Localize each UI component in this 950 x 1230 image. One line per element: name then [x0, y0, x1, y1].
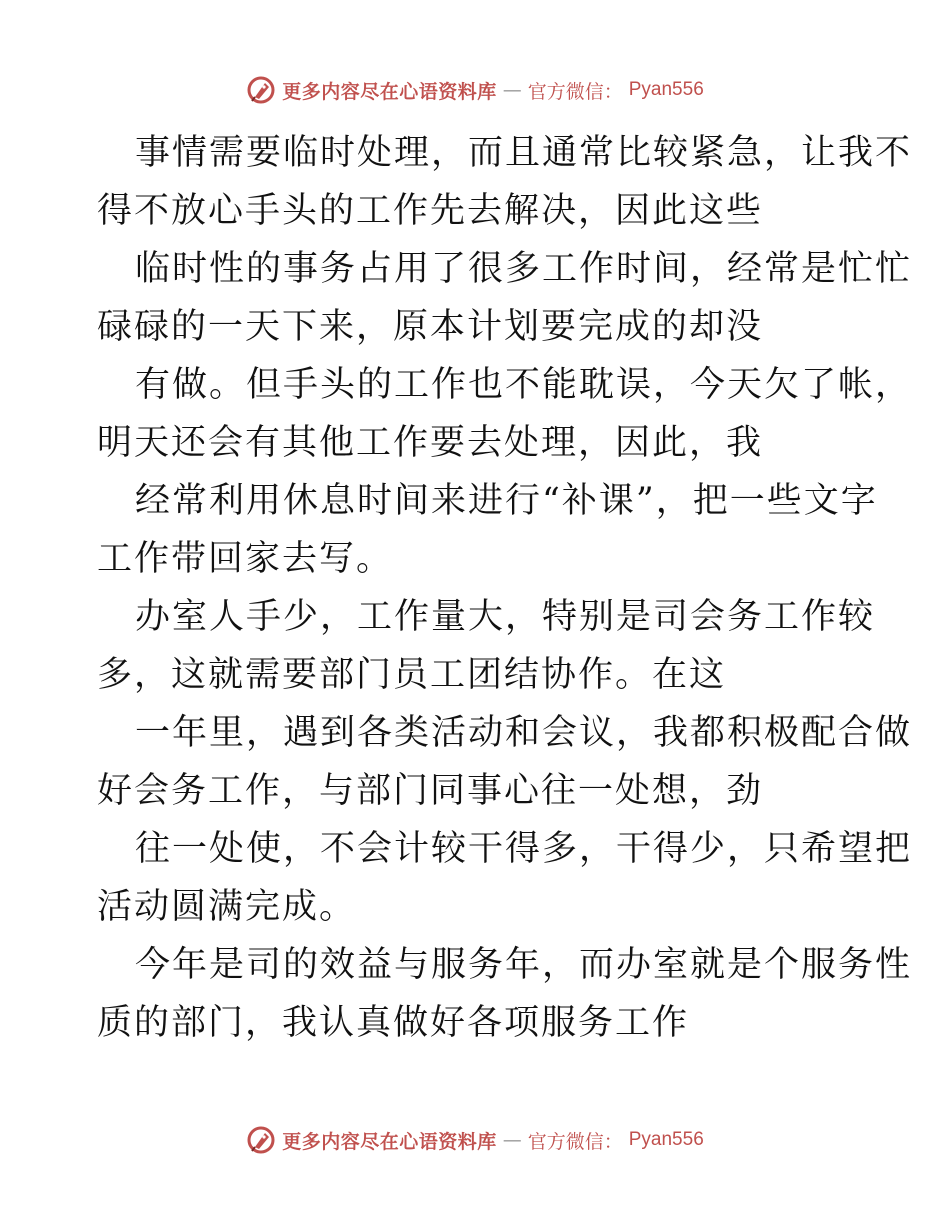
- body-line: 临时性的事务占用了很多工作时间，经常是忙忙: [135, 249, 913, 289]
- header-banner: [0, 70, 950, 110]
- banner-brand-text: 更多内容尽在心语资料库: [282, 1130, 497, 1153]
- body-line: 有做。但手头的工作也不能耽误，今天欠了帐，: [135, 365, 913, 405]
- body-line: 办室人手少，工作量大，特别是司会务工作较: [135, 597, 876, 637]
- body-line: 质的部门，我认真做好各项服务工作: [97, 1003, 690, 1043]
- body-line: 经常利用休息时间来进行“补课”，把一些文字: [135, 481, 878, 521]
- body-line: 明天还会有其他工作要去处理，因此，我: [97, 423, 764, 463]
- pen-nib-logo-icon: [246, 1125, 276, 1155]
- body-line: 得不放心手头的工作先去解决，因此这些: [97, 191, 764, 231]
- body-line: 往一处使，不会计较干得多，干得少，只希望把: [135, 829, 913, 869]
- banner-wechat-label: 官方微信：: [527, 1130, 623, 1153]
- body-line: 工作带回家去写。: [97, 539, 394, 579]
- pen-nib-logo-icon: [246, 75, 276, 105]
- body-line: 事情需要临时处理，而且通常比较紧急，让我不: [135, 133, 913, 173]
- body-line: 碌碌的一天下来，原本计划要完成的却没: [97, 307, 764, 347]
- banner-separator: —: [502, 79, 522, 101]
- footer-banner: [0, 1120, 950, 1160]
- document-body: [97, 124, 913, 1052]
- body-line: 活动圆满完成。: [97, 887, 357, 927]
- body-line: 一年里，遇到各类活动和会议，我都积极配合做: [135, 713, 913, 753]
- body-line: 多，这就需要部门员工团结协作。在这: [97, 655, 727, 695]
- banner-wechat-label: 官方微信：: [527, 80, 623, 103]
- banner-separator: —: [502, 1129, 522, 1151]
- body-line: 好会务工作，与部门同事心往一处想，劲: [97, 771, 764, 811]
- banner-wechat-account: Pyan556: [628, 79, 704, 100]
- body-line: 今年是司的效益与服务年，而办室就是个服务性: [135, 945, 913, 985]
- banner-brand-text: 更多内容尽在心语资料库: [282, 80, 497, 103]
- banner-wechat-account: Pyan556: [628, 1129, 704, 1150]
